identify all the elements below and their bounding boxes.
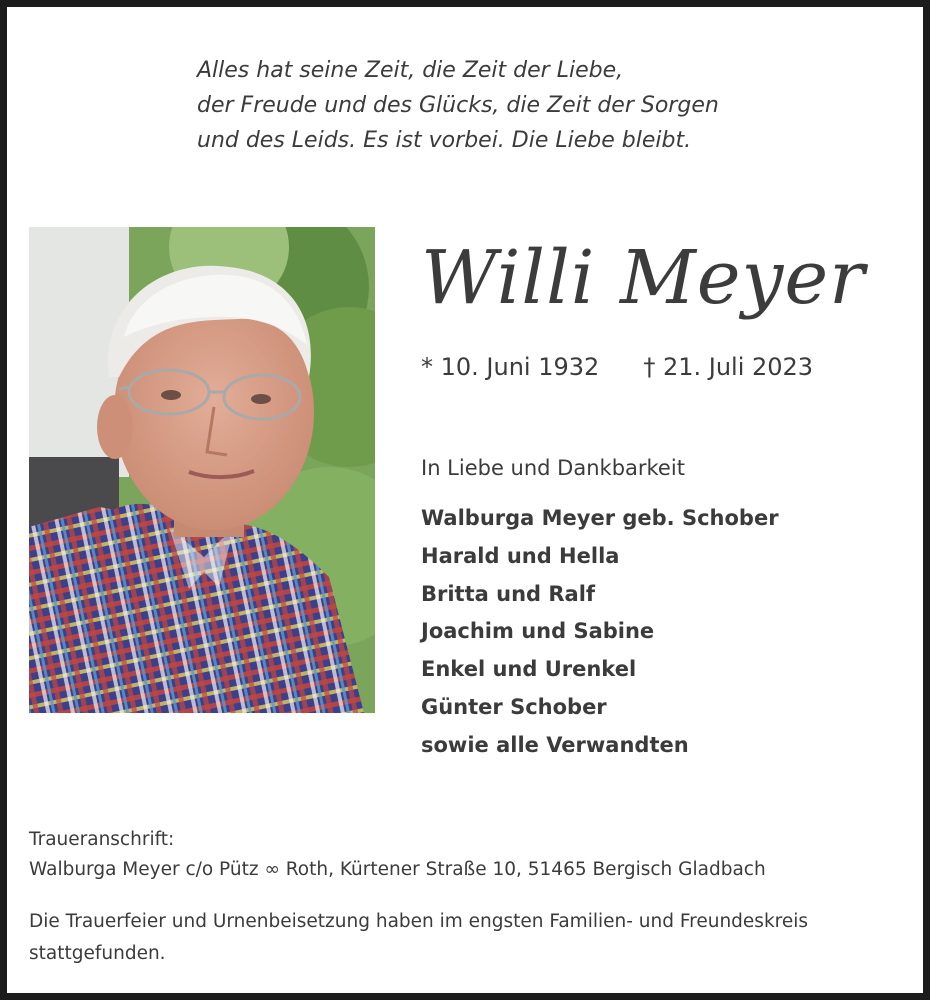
quote-line: und des Leids. Es ist vorbei. Die Liebe bleibt.: [197, 128, 692, 153]
quote-line: Alles hat seine Zeit, die Zeit der Liebe,: [197, 58, 624, 83]
mourner-name: Günter Schober: [421, 694, 607, 719]
mourner-name: Britta und Ralf: [421, 581, 596, 606]
quote-block: [197, 53, 837, 158]
address-value: Walburga Meyer c/o Pütz ∞ Roth, Kürtener Straße 10, 51465 Bergisch Gladbach: [29, 859, 766, 880]
ceremony-note: Die Trauerfeier und Urnenbeisetzung haben im engsten Familien- und Freundeskreis stattgefunden.: [29, 911, 809, 964]
mourner-name: Harald und Hella: [421, 543, 620, 568]
deceased-name: Willi Meyer: [421, 235, 866, 321]
mourners-intro: In Liebe und Dankbarkeit: [421, 456, 685, 480]
mourner-name: Enkel und Urenkel: [421, 657, 637, 682]
mourner-name: sowie alle Verwandten: [421, 732, 689, 757]
mourning-address: [29, 825, 919, 885]
mourner-name: Walburga Meyer geb. Schober: [421, 506, 779, 530]
address-label: Traueranschrift:: [29, 829, 175, 850]
mourner-name: Joachim und Sabine: [421, 619, 655, 644]
mourners-list: [421, 500, 779, 765]
death-date: † 21. Juli 2023: [643, 353, 814, 381]
birth-date: * 10. Juni 1932: [421, 353, 600, 381]
life-dates: [421, 349, 813, 385]
quote-line: der Freude und des Glücks, die Zeit der Sorgen: [197, 93, 719, 118]
portrait-photo: [29, 227, 375, 713]
